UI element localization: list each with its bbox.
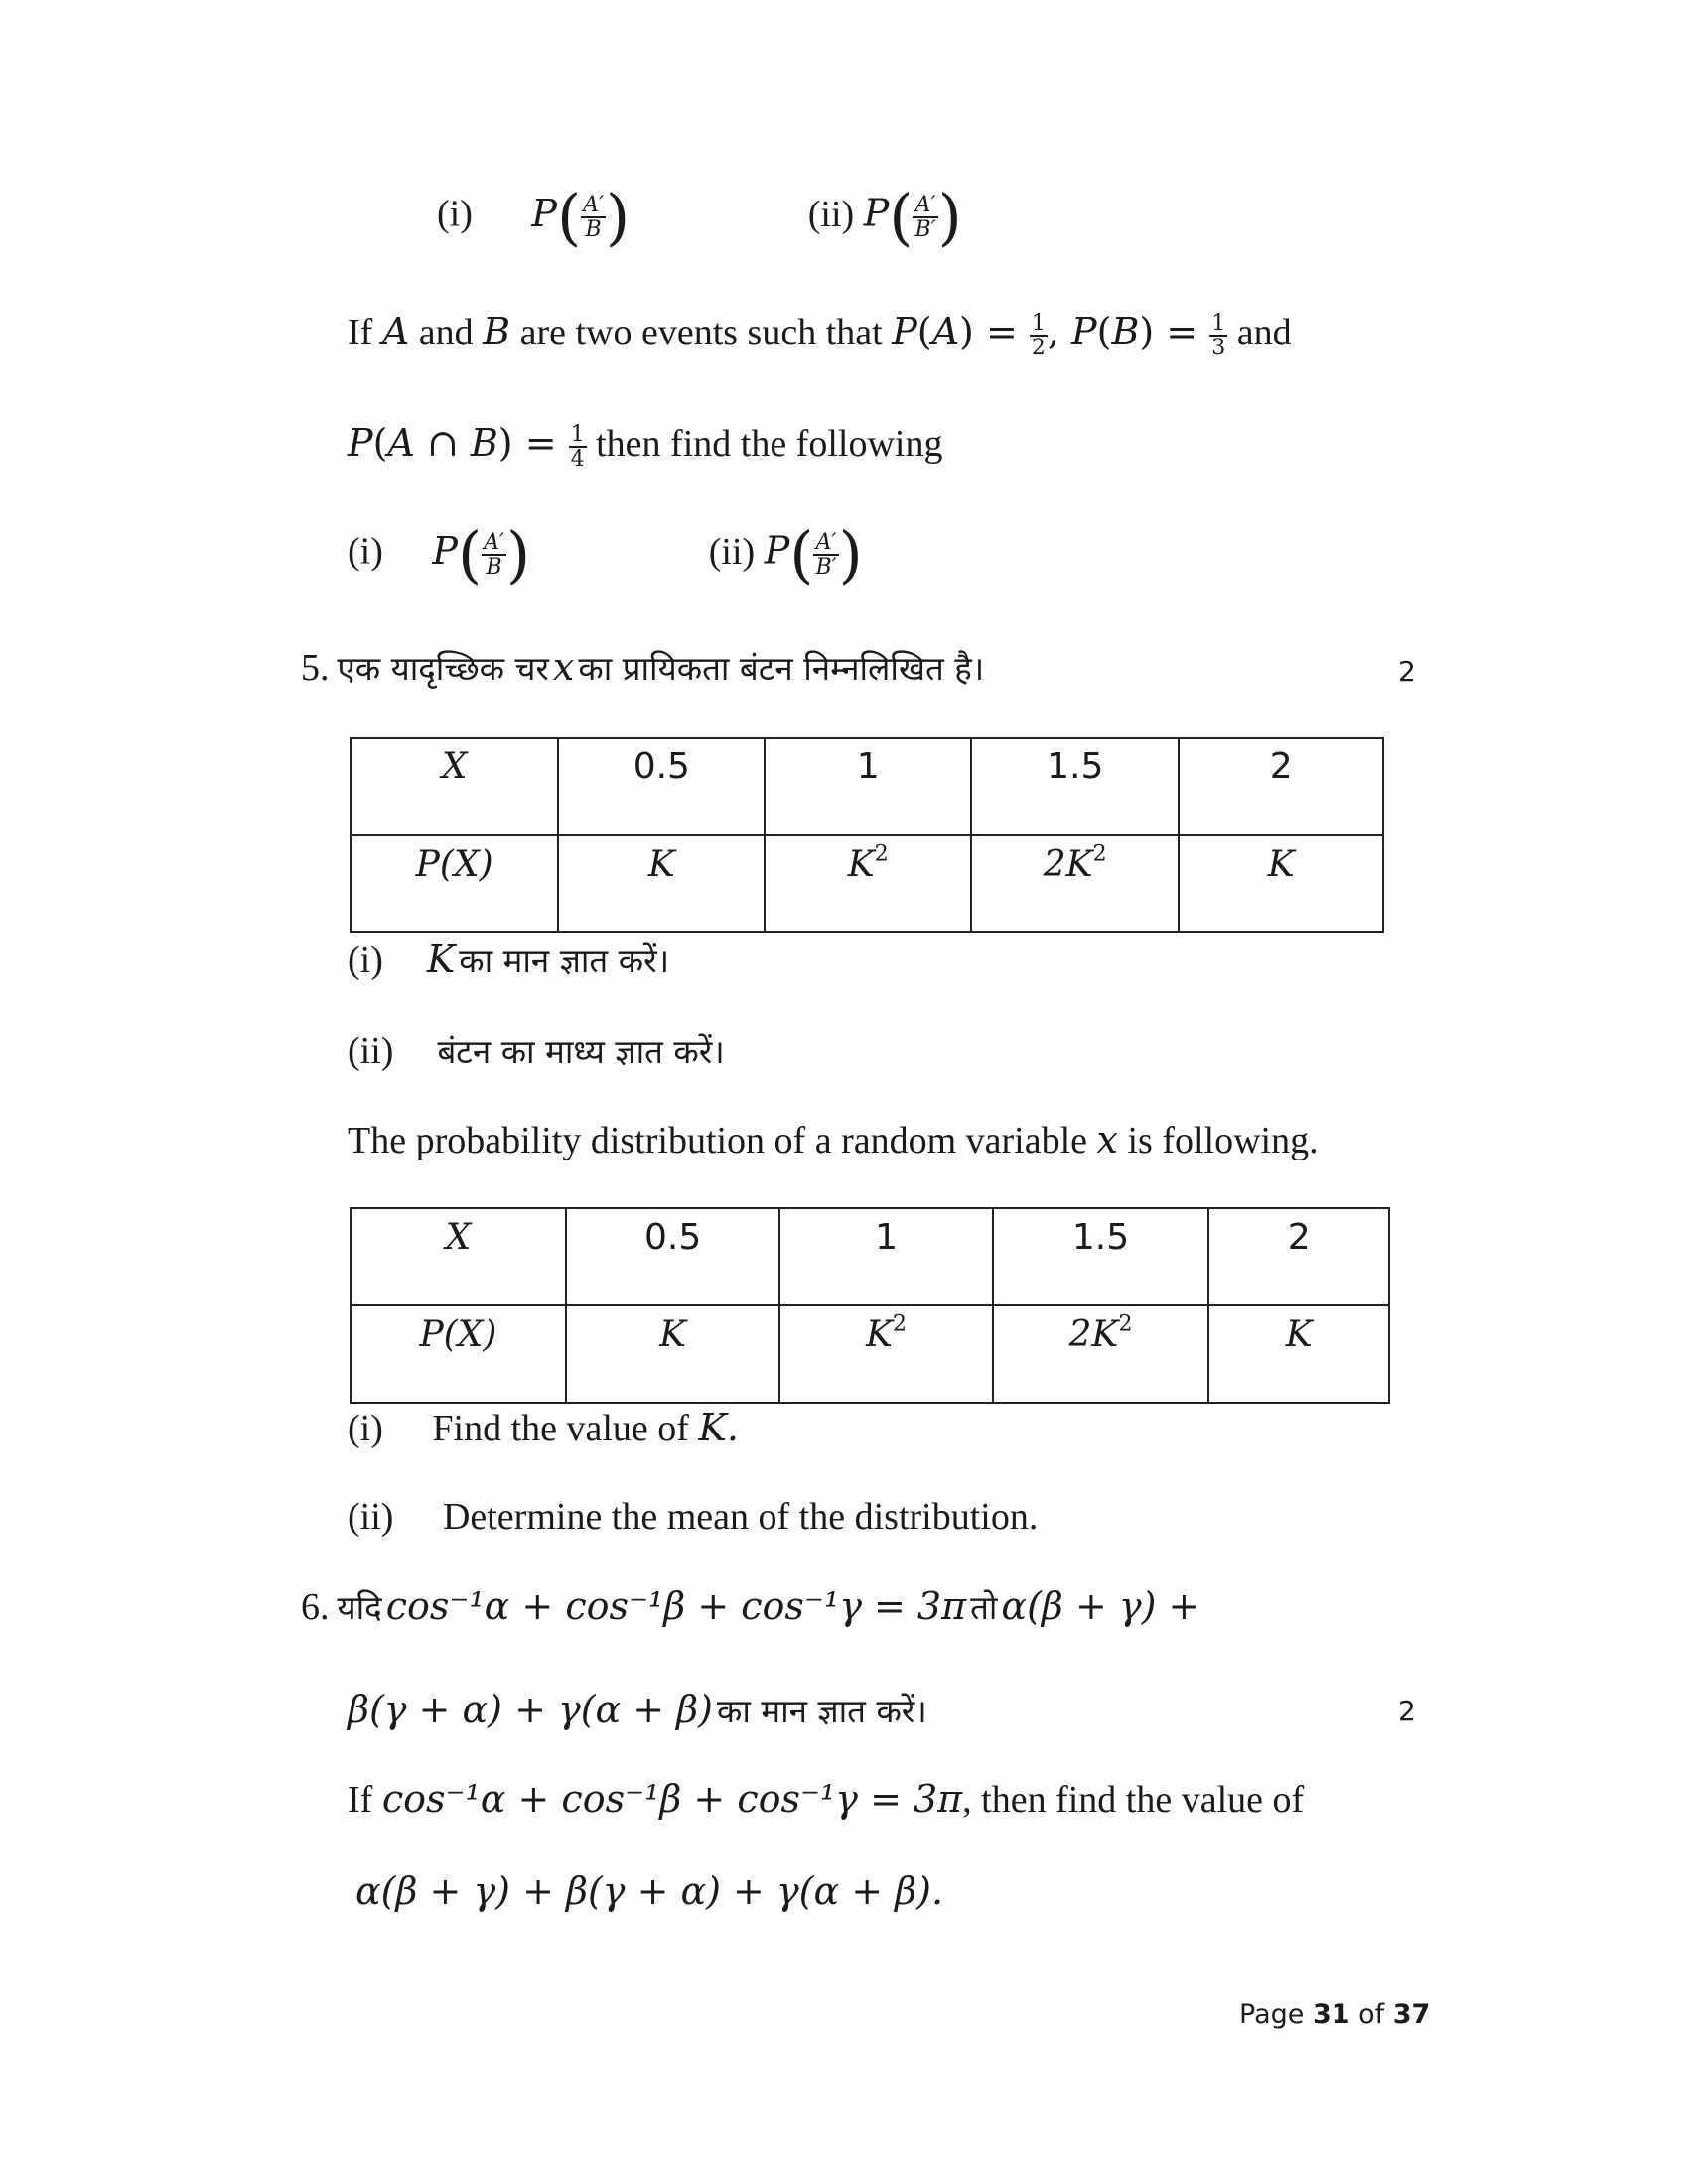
table-cell: K <box>1208 1305 1389 1403</box>
table-cell: K <box>1179 835 1383 932</box>
part-i-label: (i) <box>348 530 383 573</box>
table-cell: 1 <box>779 1208 992 1305</box>
table-cell: 1.5 <box>971 738 1179 835</box>
q6-english-line2: α(β + γ) + β(γ + α) + γ(α + β). <box>355 1869 944 1913</box>
q6-hindi-line1: 6. यदि cos⁻¹α + cos⁻¹β + cos⁻¹γ = 3π तो α(β + γ) + <box>301 1584 1200 1628</box>
q5-hindi-part-ii: (ii) बंटन का माध्य ज्ञात करें। <box>348 1030 725 1072</box>
table-cell: 0.5 <box>558 738 765 835</box>
page-number: Page 31 of 37 <box>1239 1999 1431 2030</box>
top-part-i-label: (i) <box>437 193 473 235</box>
table-cell: $K^2$ <box>779 1305 992 1403</box>
table-cell: X <box>351 1208 566 1305</box>
q5-english-intro: The probability distribution of a random variable x is following. <box>348 1118 1319 1161</box>
table-row <box>351 835 1383 932</box>
table-row <box>351 1305 1389 1403</box>
q4-en-line1: If A and B are two events such that P(A) = $\frac{1}{2}$ , P(B) = $\frac{1}{3}$ and <box>348 310 1292 360</box>
fraction: $\frac{A'}{B}$ <box>583 192 605 242</box>
q5-english-part-ii: (ii) Determine the mean of the distribution. <box>348 1496 1039 1538</box>
fraction: $\frac{A'}{B'}$ <box>914 192 936 242</box>
top-part-ii-expr: P <box>863 191 890 235</box>
table-cell: 2 <box>1179 738 1383 835</box>
table-row <box>351 738 1383 835</box>
q5-hindi-part-i: (i) K का मान ज्ञात करें। <box>348 937 670 981</box>
q5-hindi-line: 5. एक यादृच्छिक चर x का प्रायिकता बंटन निम्नलिखित है। <box>301 645 985 689</box>
table-cell: 1 <box>765 738 971 835</box>
q5-english-part-i: (i) Find the value of K. <box>348 1406 739 1449</box>
table-cell: 1.5 <box>993 1208 1209 1305</box>
q6-hindi-line2: β(γ + α) + γ(α + β) का मान ज्ञात करें। <box>348 1688 927 1731</box>
table-cell: 0.5 <box>566 1208 780 1305</box>
table-cell: X <box>351 738 558 835</box>
question-number: 5. <box>301 647 330 689</box>
table-cell: K <box>558 835 765 932</box>
table-cell: 2 <box>1208 1208 1389 1305</box>
table-cell: P(X) <box>351 835 558 932</box>
top-part-i-expr: P <box>531 191 557 235</box>
top-parts-line: (i) P( $\frac{A'}{B}$ ) (ii) P( $\frac{A'}{B'}$ ) <box>437 181 962 253</box>
fraction-one-third: $\frac{1}{3}$ <box>1211 310 1226 360</box>
table-cell: $2K^2$ <box>993 1305 1209 1403</box>
q4-en-parts: (i) P( $\frac{A'}{B}$ ) (ii) P( $\frac{A'}{B'}$ ) <box>348 518 863 591</box>
fraction: $\frac{A'}{B}$ <box>484 529 505 580</box>
distribution-table-english <box>350 1207 1390 1404</box>
fraction-one-quarter: $\frac{1}{4}$ <box>570 421 585 472</box>
table-cell: P(X) <box>351 1305 566 1403</box>
q6-english-line1: If cos⁻¹α + cos⁻¹β + cos⁻¹γ = 3π, then find the value of <box>348 1777 1305 1821</box>
question-number: 6. <box>301 1586 330 1628</box>
part-ii-label: (ii) <box>708 530 756 573</box>
top-part-ii-label: (ii) <box>807 193 855 235</box>
fraction: $\frac{A'}{B'}$ <box>815 529 837 580</box>
table-cell: K <box>566 1305 780 1403</box>
table-cell: $2K^2$ <box>971 835 1179 932</box>
marks-badge: 2 <box>1398 1695 1416 1727</box>
fraction-one-half: $\frac{1}{2}$ <box>1031 310 1046 360</box>
q4-en-line2: P(A ∩ B) = $\frac{1}{4}$ then find the following <box>348 421 943 472</box>
table-cell: $K^2$ <box>765 835 971 932</box>
marks-badge: 2 <box>1398 655 1416 688</box>
table-row <box>351 1208 1389 1305</box>
distribution-table-hindi <box>350 737 1384 933</box>
